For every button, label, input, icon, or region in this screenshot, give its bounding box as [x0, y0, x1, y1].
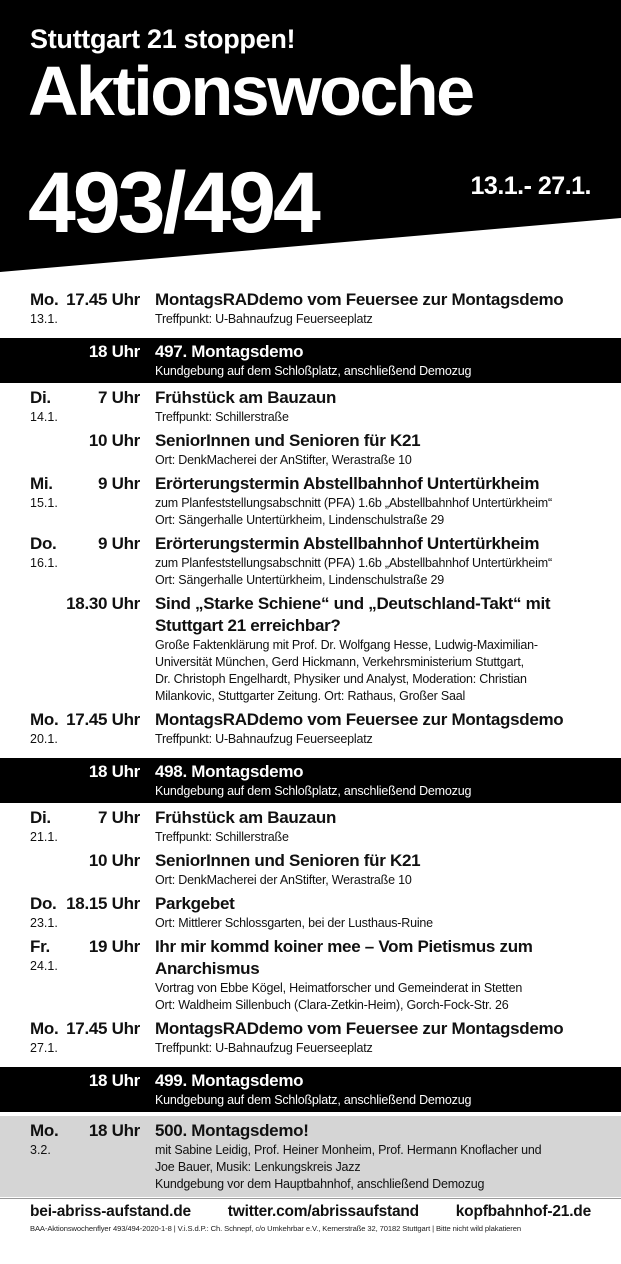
entry-detail-line: Ort: DenkMacherei der AnStifter, Werastraße 10 — [155, 873, 412, 887]
entry-date: 16.1. — [30, 556, 58, 570]
link-bei-abriss-aufstand[interactable]: bei-abriss-aufstand.de — [30, 1203, 191, 1220]
header-subtitle: Stuttgart 21 stoppen! — [30, 24, 296, 54]
entry-title: 500. Montagsdemo! — [155, 1121, 309, 1140]
entry-title: Frühstück am Bauzaun — [155, 388, 337, 407]
entry-detail-line: Ort: Mittlerer Schlossgarten, bei der Lusthaus-Ruine — [155, 916, 433, 930]
entry-detail-line: Ort: Sängerhalle Untertürkheim, Lindenschulstraße 29 — [155, 573, 445, 587]
footer — [0, 1198, 621, 1233]
entry-title: Parkgebet — [155, 894, 235, 913]
entry-detail-line: Ort: DenkMacherei der AnStifter, Werastraße 10 — [155, 453, 412, 467]
entry-time: 18 Uhr — [88, 762, 140, 781]
schedule-entry — [0, 289, 621, 332]
entry-detail-line: Treffpunkt: U-Bahnaufzug Feuerseeplatz — [155, 312, 373, 326]
schedule-entry — [0, 758, 621, 803]
entry-spacer — [30, 1057, 591, 1061]
entry-time: 17.45 Uhr — [66, 1019, 140, 1038]
schedule-entry — [0, 473, 621, 533]
entry-details — [155, 807, 591, 846]
entry-detail-line: Joe Bauer, Musik: Lenkungskreis Jazz — [155, 1160, 361, 1174]
entry-title: Ihr mir kommd koiner mee – Vom Pietismus zum — [155, 937, 533, 956]
entry-time: 18.30 Uhr — [66, 594, 140, 613]
schedule-entry — [0, 1018, 621, 1061]
entry-date: 20.1. — [30, 732, 58, 746]
entry-title: SeniorInnen und Senioren für K21 — [155, 851, 421, 870]
entry-date: 3.2. — [30, 1143, 51, 1157]
entry-detail-line: Kundgebung auf dem Schloßplatz, anschließend Demozug — [155, 1093, 472, 1107]
entry-title: 498. Montagsdemo — [155, 762, 304, 781]
entry-detail-line: Kundgebung vor dem Hauptbahnhof, anschließend Demozug — [155, 1177, 485, 1191]
schedule-entry — [0, 807, 621, 850]
entry-day: Mo. — [30, 710, 59, 729]
entry-detail-line: Kundgebung auf dem Schloßplatz, anschließend Demozug — [155, 364, 472, 378]
entry-detail-line: Treffpunkt: Schillerstraße — [155, 410, 289, 424]
entry-day: Di. — [30, 388, 51, 407]
entry-date: 13.1. — [30, 312, 58, 326]
entry-time: 7 Uhr — [98, 808, 140, 827]
entry-day: Do. — [30, 894, 57, 913]
imprint: BAA-Aktionswochenflyer 493/494-2020-1-8 | V.i.S.d.P.: Ch. Schnepf, c/o Umkehrbar e.V., Kernerstraße 32, 70182 Stuttgart | Bitte nicht wild plakatieren — [30, 1224, 521, 1233]
entry-title: Erörterungstermin Abstellbahnhof Untertürkheim — [155, 534, 540, 553]
entry-details — [155, 893, 591, 932]
entry-time: 18 Uhr — [88, 342, 140, 361]
schedule-entry — [0, 936, 621, 1018]
entry-day: Mo. — [30, 290, 59, 309]
schedule-entry — [0, 850, 621, 893]
entry-day: Mo. — [30, 1019, 59, 1038]
entry-time: 10 Uhr — [88, 851, 140, 870]
entry-detail-line: Kundgebung auf dem Schloßplatz, anschließend Demozug — [155, 784, 472, 798]
entry-detail-line: Dr. Christoph Engelhardt, Physiker und Analyst, Moderation: Christian — [155, 672, 527, 686]
schedule-entry — [0, 893, 621, 936]
schedule-list — [0, 289, 621, 1197]
entry-date: 14.1. — [30, 410, 58, 424]
header-dates: 13.1.- 27.1. — [470, 172, 591, 200]
entry-details — [155, 709, 591, 748]
schedule-entry — [0, 1067, 621, 1112]
entry-detail-line: Treffpunkt: U-Bahnaufzug Feuerseeplatz — [155, 732, 373, 746]
entry-detail-line: Treffpunkt: U-Bahnaufzug Feuerseeplatz — [155, 1041, 373, 1055]
entry-date: 24.1. — [30, 959, 58, 973]
schedule-entry — [0, 387, 621, 430]
entry-title: MontagsRADdemo vom Feuersee zur Montagsdemo — [155, 710, 564, 729]
entry-details — [155, 341, 591, 380]
entry-time: 18.15 Uhr — [66, 894, 140, 913]
header-number: 493/494 — [28, 155, 318, 251]
entry-title: MontagsRADdemo vom Feuersee zur Montagsdemo — [155, 290, 564, 309]
entry-detail-line: Ort: Sängerhalle Untertürkheim, Lindenschulstraße 29 — [155, 513, 445, 527]
entry-spacer — [30, 748, 591, 752]
schedule-entry — [0, 338, 621, 383]
entry-title: MontagsRADdemo vom Feuersee zur Montagsdemo — [155, 1019, 564, 1038]
entry-title: SeniorInnen und Senioren für K21 — [155, 431, 421, 450]
entry-title: 497. Montagsdemo — [155, 342, 304, 361]
entry-day: Mo. — [30, 1121, 59, 1140]
entry-details — [155, 289, 591, 328]
entry-detail-line: mit Sabine Leidig, Prof. Heiner Monheim, Prof. Hermann Knoflacher und — [155, 1143, 542, 1157]
entry-details — [155, 593, 591, 705]
entry-day: Di. — [30, 808, 51, 827]
entry-detail-line: zum Planfeststellungsabschnitt (PFA) 1.6b „Abstellbahnhof Untertürkheim“ — [155, 556, 552, 570]
entry-details — [155, 387, 591, 426]
entry-day: Fr. — [30, 937, 50, 956]
schedule-entry — [0, 430, 621, 473]
entry-detail-line: Ort: Waldheim Sillenbuch (Clara-Zetkin-Heim), Gorch-Fock-Str. 26 — [155, 998, 509, 1012]
entry-details — [155, 761, 591, 800]
link-kopfbahnhof[interactable]: kopfbahnhof-21.de — [455, 1203, 591, 1220]
schedule-entry — [0, 1116, 621, 1197]
entry-detail-line: zum Planfeststellungsabschnitt (PFA) 1.6b „Abstellbahnhof Untertürkheim“ — [155, 496, 552, 510]
entry-details — [155, 430, 591, 469]
schedule-entry — [0, 709, 621, 752]
entry-time: 7 Uhr — [98, 388, 140, 407]
entry-details — [155, 473, 591, 529]
entry-title: Stuttgart 21 erreichbar? — [155, 616, 341, 635]
entry-details — [155, 936, 591, 1014]
schedule-entry — [0, 533, 621, 593]
entry-time: 19 Uhr — [88, 937, 140, 956]
entry-day: Do. — [30, 534, 57, 553]
entry-detail-line: Milankovic, Stuttgarter Zeitung. Ort: Rathaus, Großer Saal — [155, 689, 466, 703]
entry-detail-line: Treffpunkt: Schillerstraße — [155, 830, 289, 844]
entry-details — [155, 1018, 591, 1057]
entry-detail-line: Große Faktenklärung mit Prof. Dr. Wolfgang Hesse, Ludwig-Maximilian- — [155, 638, 538, 652]
entry-time: 17.45 Uhr — [66, 290, 140, 309]
entry-date: 21.1. — [30, 830, 58, 844]
entry-day: Mi. — [30, 474, 53, 493]
entry-time: 9 Uhr — [98, 534, 140, 553]
entry-title: Frühstück am Bauzaun — [155, 808, 337, 827]
entry-title: Erörterungstermin Abstellbahnhof Untertürkheim — [155, 474, 540, 493]
entry-spacer — [30, 328, 591, 332]
header-title: Aktionswoche — [28, 52, 473, 130]
link-twitter[interactable]: twitter.com/abrissaufstand — [227, 1203, 419, 1220]
entry-details — [155, 1070, 591, 1109]
entry-details — [155, 850, 591, 889]
entry-time: 17.45 Uhr — [66, 710, 140, 729]
entry-title: Anarchismus — [155, 959, 260, 978]
entry-date: 15.1. — [30, 496, 58, 510]
header-banner — [0, 0, 621, 280]
entry-detail-line: Universität München, Gerd Hickmann, Verkehrsministerium Stuttgart, — [155, 655, 524, 669]
entry-date: 27.1. — [30, 1041, 58, 1055]
entry-detail-line: Vortrag von Ebbe Kögel, Heimatforscher und Gemeinderat in Stetten — [155, 981, 523, 995]
entry-details — [155, 1120, 591, 1193]
entry-time: 9 Uhr — [98, 474, 140, 493]
entry-date: 23.1. — [30, 916, 58, 930]
entry-details — [155, 533, 591, 589]
entry-time: 10 Uhr — [88, 431, 140, 450]
entry-time: 18 Uhr — [88, 1121, 140, 1140]
entry-time: 18 Uhr — [88, 1071, 140, 1090]
schedule-entry — [0, 593, 621, 709]
footer-links — [0, 1199, 621, 1221]
entry-title: Sind „Starke Schiene“ und „Deutschland-Takt“ mit — [155, 594, 551, 613]
entry-title: 499. Montagsdemo — [155, 1071, 304, 1090]
